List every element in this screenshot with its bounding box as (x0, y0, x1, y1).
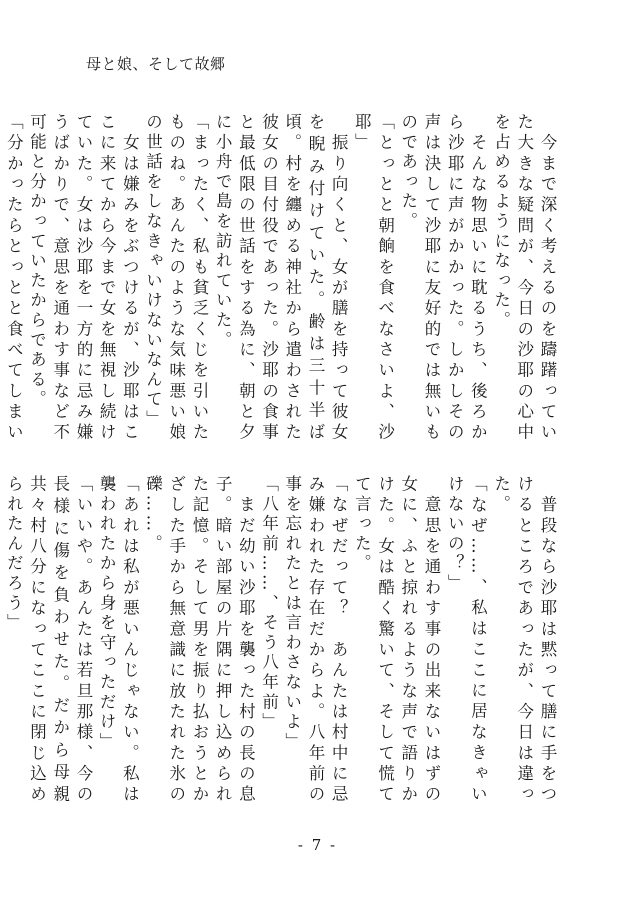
paragraph: 「いいや。あんたは若旦那様、今の長様に傷を負わせた。だから母親共々村八分になってここに閉じ込められたんだろう」 (4, 475, 93, 805)
paragraph: 今まで深く考えるのを躊躇っていた大きな疑問が、今日の沙耶の心中を占めるようになった。 (491, 113, 557, 443)
paragraph: 女は嫌みをぶつけるが、沙耶はここに来てから今まで女を無視し続けていた。女は沙耶を一方的に忌み嫌うばかりで、意思を通わす事など不可能と分かっていたからである。 (27, 113, 140, 443)
chapter-title: 母と娘、そして故郷 (86, 55, 226, 73)
paragraph: 「まったく、私も貧乏くじを引いたものね。あんたのような気味悪い娘の世話をしなきゃいけないなんて」 (143, 113, 209, 443)
paragraph: 意思を通わす事の出来ないはずの女に、ふと掠れるような声で語りかけた。女は酷く驚いて、そして慌てて言った。 (352, 475, 441, 805)
text-block-right (4, 113, 559, 443)
text-block-left (4, 475, 559, 805)
paragraph: 振り向くと、女が膳を持って彼女を睨み付けていた。齢は三十半ば頃。村を纏める神社から遣わされた彼女の目付役であった。沙耶の食事と最低限の世話をする為に、朝と夕に小舟で島を訪れていた。 (213, 113, 349, 443)
paragraph (0, 475, 2, 805)
page-number: - 7 - (297, 836, 338, 854)
paragraph: 「とっとと朝餉を食べなさいよ、沙耶」 (352, 113, 395, 443)
paragraph: そんな物思いに耽るうち、後ろから沙耶に声がかかった。しかしその声は決して沙耶に友好的では無いものであった。 (398, 113, 488, 443)
paragraph: 「なぜ……、私はここに居なきゃいけないの？」 (445, 475, 488, 805)
paragraph: 「八年前……、そう八年前」 (259, 475, 279, 733)
paragraph: 「なぜだって？ あんたは村中に忌み嫌われた存在だからよ。八年前の事を忘れたとは言わさないよ」 (282, 475, 349, 805)
paragraph: 「分かったらとっとと食べてしまい (4, 113, 24, 443)
paragraph: まだ幼い沙耶を襲った村の長の息子。暗い部屋の片隅に押し込められた記憶。そして男を振り払おうとかざした手から無意識に放たれた氷の礫……。 (143, 475, 256, 805)
paragraph: 普段なら沙耶は黙って膳に手をつけるところであったが、今日は違った。 (491, 475, 557, 805)
paragraph: 「あれは私が悪いんじゃない。私は襲われたから身を守っただけ」 (97, 475, 140, 805)
